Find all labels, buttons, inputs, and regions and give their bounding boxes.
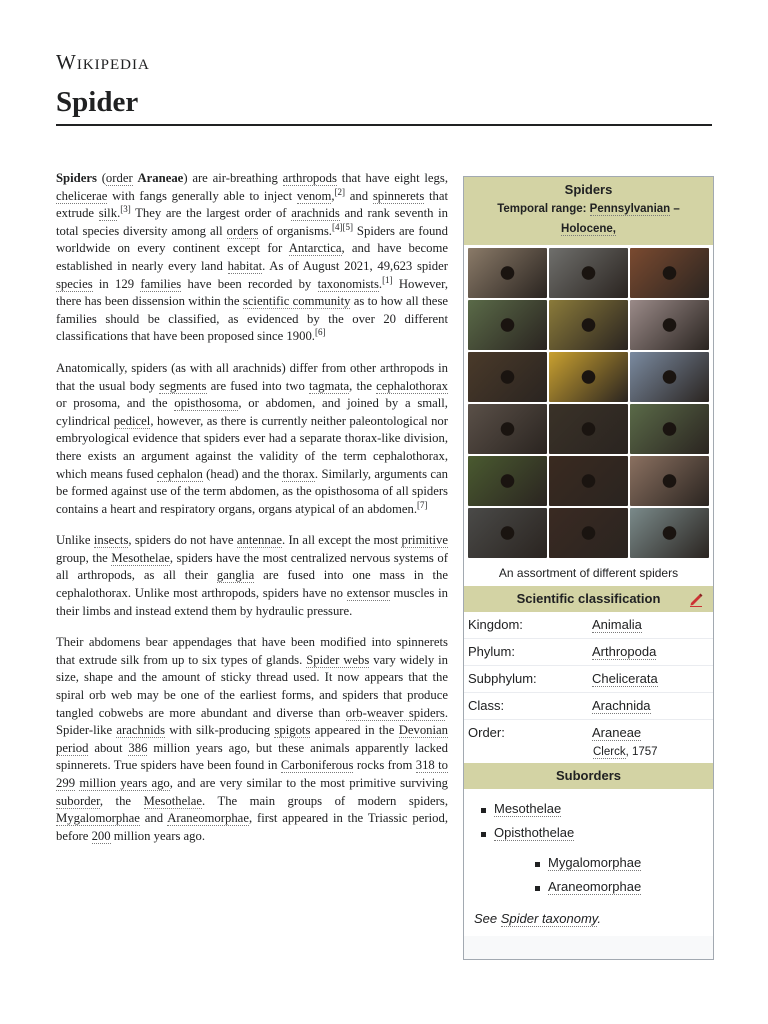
paragraph-webs: Their abdomens bear appendages that have been modified into spinnerets that extrude silk from up to six types of glands. Spider webs vary widely in size, shape and the amount of sticky thread used. It now appears that the spiral orb web may be one of the earliest forms, and spiders that produce tangled cobwebs are more abundant and diverse than orb-weaver spiders. Spider-like arachnids with silk-producing spigots appeared in the Devonian period about 386 million years ago, but these animals apparently lacked spinnerets. True spiders have been found in Carboniferous rocks from 318 to 299 million years ago, and are very similar to the most primitive surviving suborder, the Mesothelae. The main groups of modern spiders, Mygalomorphae and Araneomorphae, first appeared in the Triassic period, before 200 million years ago. bbox=[56, 635, 449, 843]
see-suffix: . bbox=[597, 911, 601, 926]
rank-value-link[interactable]: Chelicerata bbox=[592, 671, 658, 686]
link-holocene[interactable]: Holocene, bbox=[561, 223, 616, 235]
spider-photo[interactable] bbox=[630, 508, 709, 558]
inline-link[interactable]: Mesothelae bbox=[143, 793, 203, 808]
inline-link[interactable]: spigots bbox=[274, 723, 311, 738]
inline-link[interactable]: species bbox=[56, 276, 93, 291]
rank-value-cell bbox=[592, 666, 713, 692]
link-araneomorphae[interactable]: Araneomorphae bbox=[548, 879, 642, 894]
spider-photo[interactable] bbox=[630, 404, 709, 454]
link-mesothelae[interactable]: Mesothelae bbox=[494, 801, 562, 816]
authority-year: , 1757 bbox=[625, 746, 658, 758]
spider-photo[interactable] bbox=[468, 248, 547, 298]
rank-label: Phylum: bbox=[468, 644, 515, 659]
classification-row bbox=[464, 693, 713, 720]
classification-row bbox=[464, 612, 713, 639]
inline-link[interactable]: Mygalomorphae bbox=[56, 811, 140, 826]
inline-link[interactable]: venom bbox=[296, 188, 332, 203]
citation-link[interactable]: [6] bbox=[314, 327, 326, 338]
rank-label: Class: bbox=[468, 698, 505, 713]
infobox bbox=[463, 176, 714, 960]
gallery-caption: An assortment of different spiders bbox=[464, 558, 713, 586]
inline-link[interactable]: thorax bbox=[282, 466, 315, 481]
list-item bbox=[464, 797, 713, 821]
inline-link[interactable]: tagmata bbox=[308, 378, 350, 393]
rank-value-link[interactable]: Arthropoda bbox=[592, 644, 657, 659]
spider-photo[interactable] bbox=[549, 300, 628, 350]
inline-link[interactable]: families bbox=[140, 276, 182, 291]
inline-link[interactable]: cephalon bbox=[157, 466, 203, 481]
spider-photo[interactable] bbox=[549, 248, 628, 298]
spider-image-gallery bbox=[464, 245, 713, 558]
see-also-note bbox=[464, 909, 713, 936]
spider-photo[interactable] bbox=[468, 352, 547, 402]
link-mygalomorphae[interactable]: Mygalomorphae bbox=[548, 855, 642, 870]
order-authority bbox=[464, 745, 713, 763]
spider-photo[interactable] bbox=[468, 456, 547, 506]
nested-suborders-list bbox=[494, 845, 713, 899]
spider-photo[interactable] bbox=[468, 404, 547, 454]
inline-link[interactable]: orb-weaver spiders bbox=[345, 705, 445, 720]
spider-photo[interactable] bbox=[630, 248, 709, 298]
suborders-header: Suborders bbox=[464, 763, 713, 789]
inline-link[interactable]: order bbox=[105, 171, 133, 185]
rank-label: Order: bbox=[468, 725, 505, 740]
inline-link[interactable]: suborder bbox=[56, 793, 100, 808]
scientific-classification-header bbox=[464, 586, 713, 612]
inline-link[interactable]: insects bbox=[93, 533, 129, 548]
rank-value-link[interactable]: Animalia bbox=[592, 617, 642, 632]
see-prefix: See bbox=[474, 911, 501, 926]
citation-link[interactable]: [3] bbox=[120, 203, 131, 214]
classification-rows bbox=[464, 612, 713, 747]
rank-value-cell bbox=[592, 693, 713, 719]
inline-link[interactable]: orders bbox=[226, 223, 259, 238]
infobox-header bbox=[464, 177, 713, 245]
spider-photo[interactable] bbox=[630, 300, 709, 350]
inline-link[interactable]: spinnerets bbox=[372, 188, 425, 203]
rank-value-cell bbox=[592, 720, 713, 746]
rank-label: Kingdom: bbox=[468, 617, 523, 632]
citation-link[interactable]: [1] bbox=[382, 274, 393, 285]
inline-link[interactable]: ganglia bbox=[216, 568, 255, 583]
temporal-range-label: Temporal range: bbox=[497, 203, 587, 215]
paragraph-anatomy: Anatomically, spiders (as with all arachnids) differ from other arthropods in that the usual body segments are fused into two tagmata, the cephalothorax or prosoma, and the opisthosoma, or abdomen, and joined by a small, cylindrical pedicel, however, as there is currently neither paleontological nor embryological evidence that spiders ever had a separate thorax-like division, there exists an argument against the validity of the term cephalothorax, which means fused cephalon (head) and the thorax. Similarly, arguments can be formed against use of the term abdomen, as the opisthosoma of all spiders contains a heart and respiratory organs, organs atypical of an abdomen.[7] bbox=[56, 360, 448, 516]
inline-link[interactable]: million years ago bbox=[79, 776, 170, 790]
paragraph-intro: Spiders (order Araneae) are air-breathing arthropods that have eight legs, chelicerae with fangs generally able to inject venom,[2] and spinnerets that extrude silk.[3] They are the largest order of arachnids and rank seventh in total species diversity among all orders of organisms.[4][5] Spiders are found worldwide on every continent except for Antarctica, and have become established in nearly every land habitat. As of August 2021, 49,623 spider species in 129 families have been recorded by taxonomists.[1] However, there has been dissension within the scientific community as to how all these families should be classified, as evidenced by the over 20 different classifications that have been proposed since 1900.[6] bbox=[56, 171, 449, 344]
link-opisthothelae[interactable]: Opisthothelae bbox=[494, 825, 575, 840]
link-pennsylvanian[interactable]: Pennsylvanian bbox=[589, 203, 671, 215]
paragraph-nervous-system: Unlike insects, spiders do not have antennae. In all except the most primitive group, the Mesothelae, spiders have the most centralized nervous systems of all arthropods, as all their ganglia are fused into one mass in the cephalothorax. Unlike most arthropods, spiders have no extensor muscles in their limbs and instead extend them by hydraulic pressure. bbox=[56, 533, 448, 618]
inline-link[interactable]: arthropods bbox=[282, 171, 337, 185]
spider-photo[interactable] bbox=[549, 352, 628, 402]
inline-link[interactable]: taxonomists bbox=[317, 276, 379, 291]
classification-row bbox=[464, 720, 713, 747]
rank-value-link[interactable]: Arachnida bbox=[592, 698, 651, 713]
inline-link[interactable]: arachnids bbox=[291, 206, 340, 221]
edit-pencil-icon[interactable] bbox=[688, 591, 704, 607]
spider-photo[interactable] bbox=[468, 300, 547, 350]
list-item bbox=[494, 851, 713, 875]
spider-photo[interactable] bbox=[549, 508, 628, 558]
bold-term: Araneae bbox=[137, 171, 184, 185]
inline-link[interactable]: extensor bbox=[346, 586, 390, 601]
wikipedia-wordmark[interactable]: Wikipedia bbox=[56, 50, 150, 74]
spider-photo[interactable] bbox=[549, 404, 628, 454]
spider-photo[interactable] bbox=[468, 508, 547, 558]
list-item bbox=[494, 875, 713, 899]
bold-term: Spiders bbox=[56, 171, 97, 185]
suborders-list bbox=[464, 789, 713, 909]
rank-value-cell bbox=[592, 639, 713, 665]
inline-link[interactable]: habitat bbox=[227, 258, 263, 273]
inline-link[interactable]: Mesothelae bbox=[111, 550, 170, 565]
rank-value-cell bbox=[592, 612, 713, 638]
spider-photo[interactable] bbox=[630, 352, 709, 402]
inline-link[interactable]: silk bbox=[98, 206, 118, 221]
classification-row bbox=[464, 666, 713, 693]
inline-link[interactable]: Spider webs bbox=[306, 652, 370, 667]
inline-link[interactable]: Araneomorphae bbox=[167, 811, 249, 826]
inline-link[interactable]: Carboniferous bbox=[280, 758, 354, 773]
inline-link[interactable]: chelicerae bbox=[56, 188, 108, 203]
list-item bbox=[464, 821, 713, 899]
link-spider-taxonomy[interactable]: Spider taxonomy bbox=[500, 911, 598, 926]
classification-row bbox=[464, 639, 713, 666]
inline-link[interactable]: 318 to 299 bbox=[56, 758, 448, 790]
link-clerck[interactable]: Clerck bbox=[593, 746, 626, 758]
range-dash: – bbox=[670, 203, 680, 215]
temporal-range bbox=[468, 199, 709, 239]
inline-link[interactable]: 386 bbox=[128, 740, 148, 755]
inline-link[interactable]: opisthosoma bbox=[174, 396, 239, 411]
inline-link[interactable]: scientific community bbox=[242, 294, 351, 309]
spider-photo[interactable] bbox=[630, 456, 709, 506]
inline-link[interactable]: Devonian period bbox=[56, 723, 449, 755]
inline-link[interactable]: 200 bbox=[91, 828, 111, 843]
rank-value-link[interactable]: Araneae bbox=[592, 725, 642, 740]
inline-link[interactable]: primitive bbox=[401, 533, 448, 548]
citation-link[interactable]: [7] bbox=[417, 499, 428, 510]
inline-link[interactable]: segments bbox=[159, 378, 207, 393]
citation-link[interactable]: [4][5] bbox=[331, 221, 353, 232]
article-body bbox=[56, 170, 448, 859]
inline-link[interactable]: pedicel bbox=[113, 413, 151, 428]
inline-link[interactable]: antennae bbox=[236, 533, 282, 548]
rank-label: Subphylum: bbox=[468, 671, 537, 686]
page-title: Spider bbox=[56, 86, 139, 118]
inline-link[interactable]: Antarctica bbox=[288, 241, 342, 256]
inline-link[interactable]: arachnids bbox=[116, 723, 166, 738]
title-divider bbox=[56, 124, 712, 126]
infobox-title: Spiders bbox=[564, 182, 613, 197]
scientific-classification-title: Scientific classification bbox=[516, 591, 661, 606]
citation-link[interactable]: [2] bbox=[334, 186, 346, 197]
inline-link[interactable]: cephalothorax bbox=[376, 378, 448, 393]
spider-photo[interactable] bbox=[549, 456, 628, 506]
